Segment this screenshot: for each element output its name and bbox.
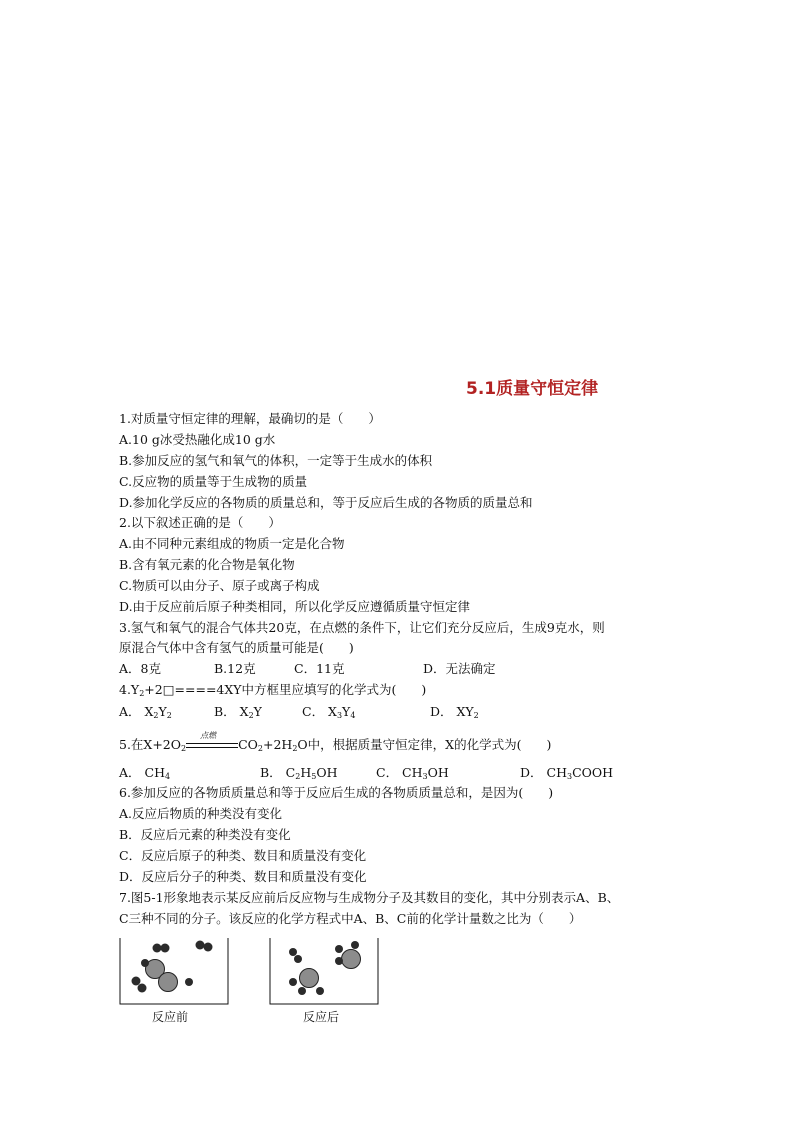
q5-option-a: A． $CH_4$ [119,765,171,781]
atom-dark [294,955,302,963]
molecule-a [153,944,170,953]
q1-option-b: B.参加反应的氢气和氧气的体积，一定等于生成水的体积 [119,453,433,468]
q4-option-a: A． $X_2Y_2$ [119,704,172,720]
q2-option-c: C.物质可以由分子、原子或离子构成 [119,578,320,593]
atom-large [342,950,361,969]
atom-dark [289,978,297,986]
q6-option-d: D．反应后分子的种类、数目和质量没有变化 [119,869,367,884]
q5-stem-post: 中，根据质量守恒定律，X的化学式为( ) [307,737,552,752]
q5-stem [119,731,552,753]
atom-dark [196,941,205,950]
molecule-a [289,948,302,963]
q1-option-c: C.反应物的质量等于生成物的质量 [119,474,308,489]
q3-options [119,661,539,677]
atom-dark [335,957,343,965]
atom-dark [351,941,359,949]
q7-stem-line1: 7.图5-1形象地表示某反应前后反应物与生成物分子及其数目的变化，其中分别表示A、B、 [119,890,620,905]
atom-dark [132,977,141,986]
atom-dark [185,978,193,986]
q2-option-b: B.含有氧元素的化合物是氧化物 [119,557,295,572]
reaction-arrow [186,731,238,753]
q3-option-c: C．11克 [294,661,345,676]
q4-stem-pre: 4.Y [119,682,140,697]
molecule-c [289,969,324,996]
after-reaction-box [269,938,379,1005]
after-caption: 反应后 [303,1010,340,1024]
q4-option-b: B． $X_2Y$ [214,704,262,720]
q5-stem-sub: 2 [181,744,187,753]
q2-stem: 2.以下叙述正确的是（ ） [119,515,281,530]
q4-stem-sub: 2 [139,689,145,698]
atom-dark [289,948,297,956]
q4-stem [119,682,426,698]
q5-option-d: D． $CH_3COOH$ [520,765,614,781]
q4-stem-rest: +2□====4XY中方框里应填写的化学式为( ) [144,682,427,697]
q6-option-c: C．反应后原子的种类、数目和质量没有变化 [119,848,367,863]
atom-large [300,969,319,988]
q1-stem: 1.对质量守恒定律的理解，最确切的是（ ） [119,411,381,426]
q2-option-d: D.由于反应前后原子种类相同，所以化学反应遵循质量守恒定律 [119,599,471,614]
atom-dark [153,944,162,953]
q3-option-a: A．8克 [119,661,161,676]
atom-dark [141,959,149,967]
before-reaction-box [119,938,229,1005]
atom-dark [138,984,147,993]
molecule-c [335,941,361,969]
container-outline [270,938,378,1004]
q6-option-b: B．反应后元素的种类没有变化 [119,827,291,842]
q5-options [119,765,619,781]
q1-option-a: A.10 g冰受热融化成10 g水 [119,432,276,447]
molecule-a [196,941,213,952]
q3-option-b: B.12克 [214,661,256,676]
q3-option-d: D．无法确定 [423,661,496,676]
atom-dark [335,945,343,953]
q4-option-c: C． $X_3Y_4$ [302,704,356,720]
atom-dark [316,987,324,995]
double-line-icon [186,743,238,748]
q3-stem-line1: 3.氢气和氧气的混合气体共20克，在点燃的条件下，让它们充分反应后，生成9克水，则 [119,620,605,635]
q5-option-b: B． $C_2H_5OH$ [260,765,338,781]
atom-dark [161,944,170,953]
q3-stem-line2: 原混合气体中含有氢气的质量可能是( ) [119,640,354,655]
q4-options [119,704,539,720]
q4-option-d: D． $XY_2$ [430,704,479,720]
atom-dark [204,943,213,952]
q7-stem-line2: C三种不同的分子。该反应的化学方程式中A、B、C前的化学计量数之比为（ ） [119,911,582,926]
molecule-a [132,977,147,993]
atom-large [159,973,178,992]
page-title: 5.1质量守恒定律 [466,379,599,399]
q6-option-a: A.反应后物质的种类没有变化 [119,806,283,821]
q5-products: $CO_2+2H_2O$ [238,737,308,753]
q2-option-a: A.由不同种元素组成的物质一定是化合物 [119,536,345,551]
before-caption: 反应前 [152,1010,189,1024]
q1-option-d: D.参加化学反应的各物质的质量总和，等于反应后生成的各物质的质量总和 [119,495,533,510]
reaction-condition: 点燃 [200,731,217,740]
atom-dark [298,987,306,995]
molecule-b [159,973,194,992]
q5-stem-pre: 5.在X+2O [119,737,181,752]
q6-stem: 6.参加反应的各物质质量总和等于反应后生成的各物质质量总和，是因为( ) [119,785,554,800]
q5-option-c: C． $CH_3OH$ [376,765,449,781]
